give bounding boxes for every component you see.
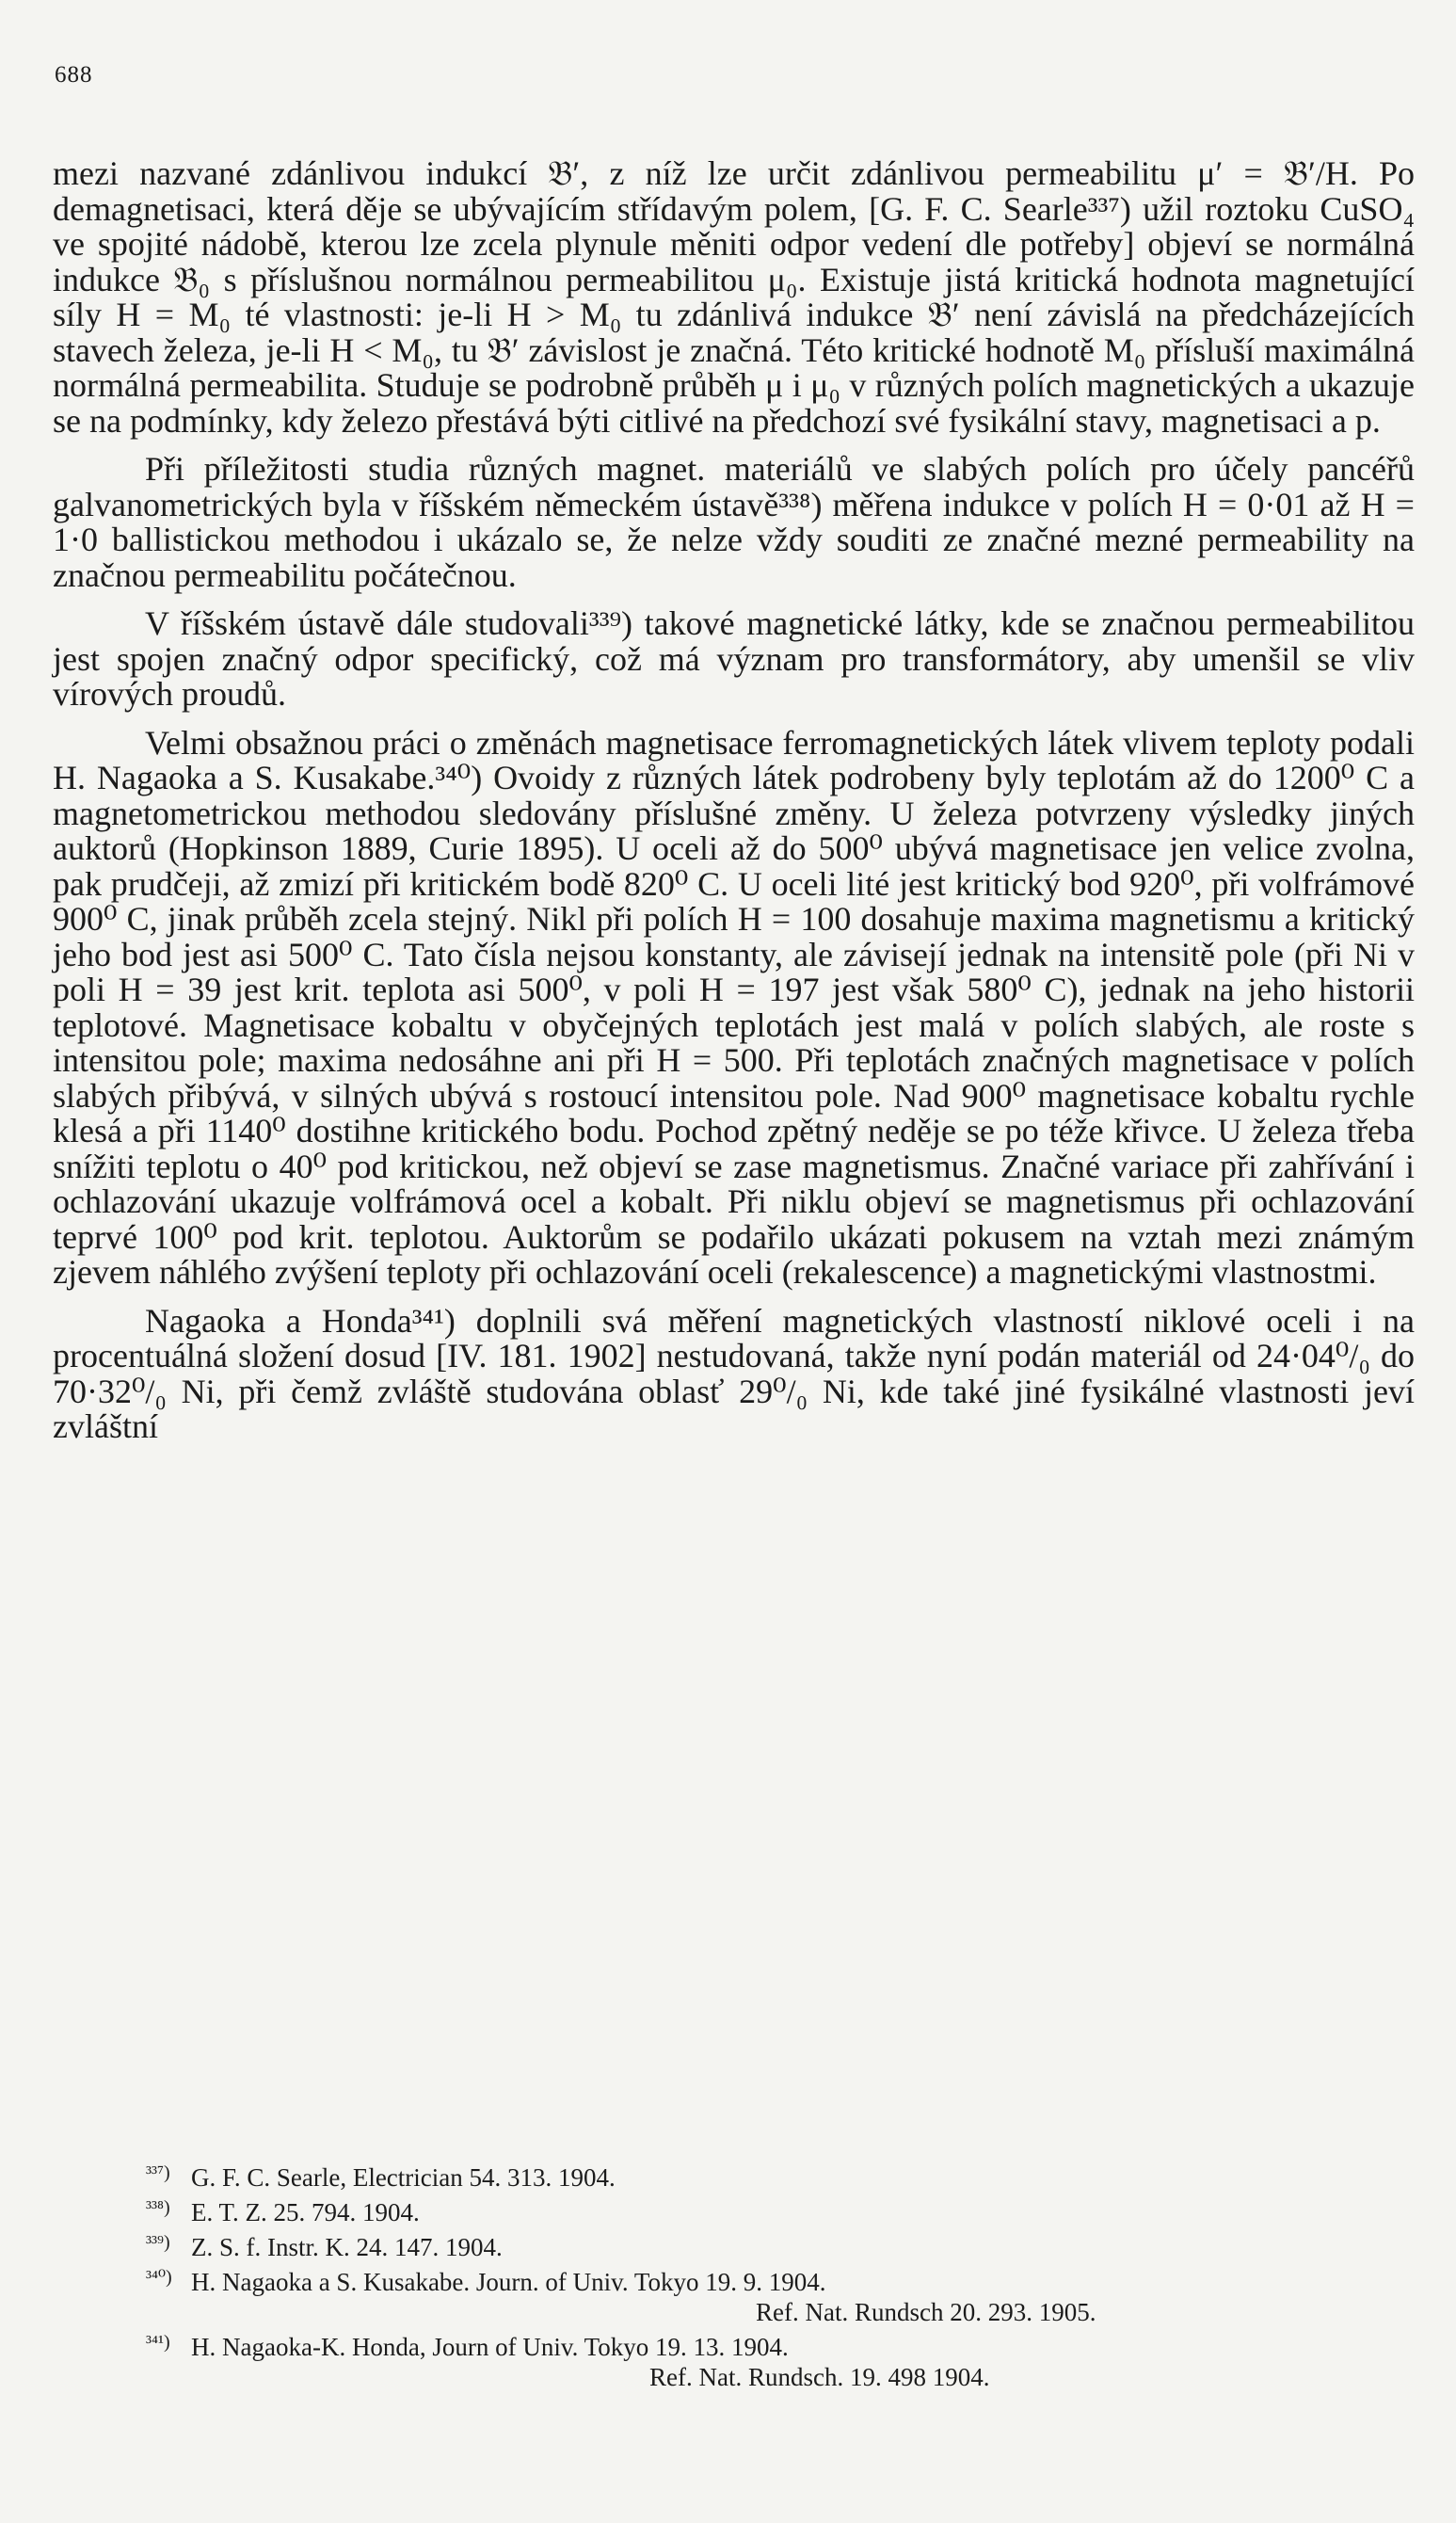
footnote-337: [146, 2158, 1360, 2193]
footnote-339: [146, 2227, 1360, 2262]
paragraph-4: Velmi obsažnou práci o změnách magnetisace ferromagnetických látek vlivem teploty podali H. Nagaoka a S. Kusakabe.³⁴⁰) Ovoidy z různých látek podrobeny byly teplotám až do 1200⁰ C a magnetometrickou methodou sledovány příslušné změny. U železa potvrzeny výsledky jiných auktorů (Hopkinson 1889, Curie 1895). U oceli až do 500⁰ ubývá magnetisace jen velice zvolna, pak prudčeji, až zmizí při kritickém bodě 820⁰ C. U oceli lité jest kritický bod 920⁰, při volfrámové 900⁰ C, jinak průběh zcela stejný. Nikl při polích H = 100 dosahuje maxima magnetismu a kritický jeho bod jest asi 500⁰ C. Tato čísla nejsou konstanty, ale závisejí jednak na intensitě pole (při Ni v poli H = 39 jest krit. teplota asi 500⁰, v poli H = 197 jest však 580⁰ C), jednak na jeho historii teplotové. Magnetisace kobaltu v obyčejných teplotách jest malá v polích slabých, ale roste s intensitou pole; maxima nedosáhne ani při H = 500. Při teplotách značných magnetisace v polích slabých přibývá, v silných ubývá s rostoucí intensitou pole. Nad 900⁰ magnetisace kobaltu rychle klesá a při 1140⁰ dostihne kritického bodu. Pochod zpětný neděje se po téže křivce. U železa třeba snížiti teplotu o 40⁰ pod kritickou, než objeví se zase magnetismus. Značné variace při zahřívání i ochlazování ukazuje volfrámová ocel a kobalt. Při niklu objeví se magnetismus při ochlazování teprvé 100⁰ pod krit. teplotou. Auktorům se podařilo ukázati pokusem na vztah mezi známým zjevem náhlého zvýšení teploty při ochlazování oceli (rekalescence) a magnetickými vlastnostmi.: [53, 723, 1415, 1291]
footnote-text: H. Nagaoka-K. Honda, Journ of Univ. Tokyo 19. 13. 1904.: [191, 2333, 789, 2361]
footnote-number: ³³⁹): [146, 2232, 170, 2253]
footnote-text: G. F. C. Searle, Electrician 54. 313. 1904.: [191, 2163, 616, 2192]
footnote-340: [146, 2262, 1360, 2297]
footnote-text: H. Nagaoka a S. Kusakabe. Journ. of Univ. Tokyo 19. 9. 1904.: [191, 2268, 826, 2296]
page-number: 688: [55, 62, 93, 88]
footnotes: [146, 2158, 1360, 2392]
body-text: [53, 156, 1415, 1445]
paragraph-5: Nagaoka a Honda³⁴¹) doplnili svá měření magnetických vlastností niklové oceli i na procentuálná složení dosud [IV. 181. 1902] nestudovaná, takže nyní podán materiál od 24·04⁰/₀ do 70·32⁰/₀ Ni, při čemž zvláště studována oblasť 29⁰/₀ Ni, kde také jiné fysikálné vlastnosti jeví zvláštní: [53, 1301, 1415, 1445]
paragraph-2: Při příležitosti studia různých magnet. materiálů ve slabých polích pro účely pancéřů galvanometrických byla v říšském německém ústavě³³⁸) měřena indukce v polích H = 0·01 až H = 1·0 ballistickou methodou i ukázalo se, že nelze vždy souditi ze značné mezné permeability na značnou permeabilitu počátečnou.: [53, 450, 1415, 594]
footnote-number: ³³⁷): [146, 2162, 170, 2183]
footnote-341-continuation: Ref. Nat. Rundsch. 19. 498 1904.: [649, 2363, 990, 2391]
paragraph-1: mezi nazvané zdánlivou indukcí 𝔅′, z níž lze určit zdánlivou permeabilitu μ′ = 𝔅′/H. Po demagnetisaci, která děje se ubývajícím střídavým polem, [G. F. C. Searle³³⁷) užil roztoku CuSO₄ ve spojité nádobě, kterou lze zcela plynule měniti odpor vedení dle potřeby] objeví se normálná indukce 𝔅₀ s příslušnou normálnou permeabilitou μ₀. Existuje jistá kritická hodnota magnetující síly H = M₀ té vlastnosti: je-li H > M₀ tu zdánlivá indukce 𝔅′ není závislá na předcházejících stavech železa, je-li H < M₀, tu 𝔅′ závislost je značná. Této kritické hodnotě M₀ přísluší maximálná normálná permeabilita. Studuje se podrobně průběh μ i μ₀ v různých polích magnetických a ukazuje se na podmínky, kdy železo přestává býti citlivé na předchozí své fysikální stavy, magnetisaci a p.: [53, 154, 1415, 440]
paragraph-3: V říšském ústavě dále studovali³³⁹) takové magnetické látky, kde se značnou permeabilitou jest spojen značný odpor specifický, což má význam pro transformátory, aby umenšil se vliv vírových proudů.: [53, 604, 1415, 713]
footnote-text: Z. S. f. Instr. K. 24. 147. 1904.: [191, 2233, 503, 2261]
footnote-text: E. T. Z. 25. 794. 1904.: [191, 2198, 420, 2226]
footnote-340-continuation: Ref. Nat. Rundsch 20. 293. 1905.: [756, 2298, 1096, 2326]
footnote-number: ³⁴⁰): [146, 2267, 172, 2288]
footnote-number: ³³⁸): [146, 2197, 170, 2218]
footnote-number: ³⁴¹): [146, 2332, 170, 2353]
footnote-341: [146, 2327, 1360, 2362]
footnote-338: [146, 2193, 1360, 2227]
